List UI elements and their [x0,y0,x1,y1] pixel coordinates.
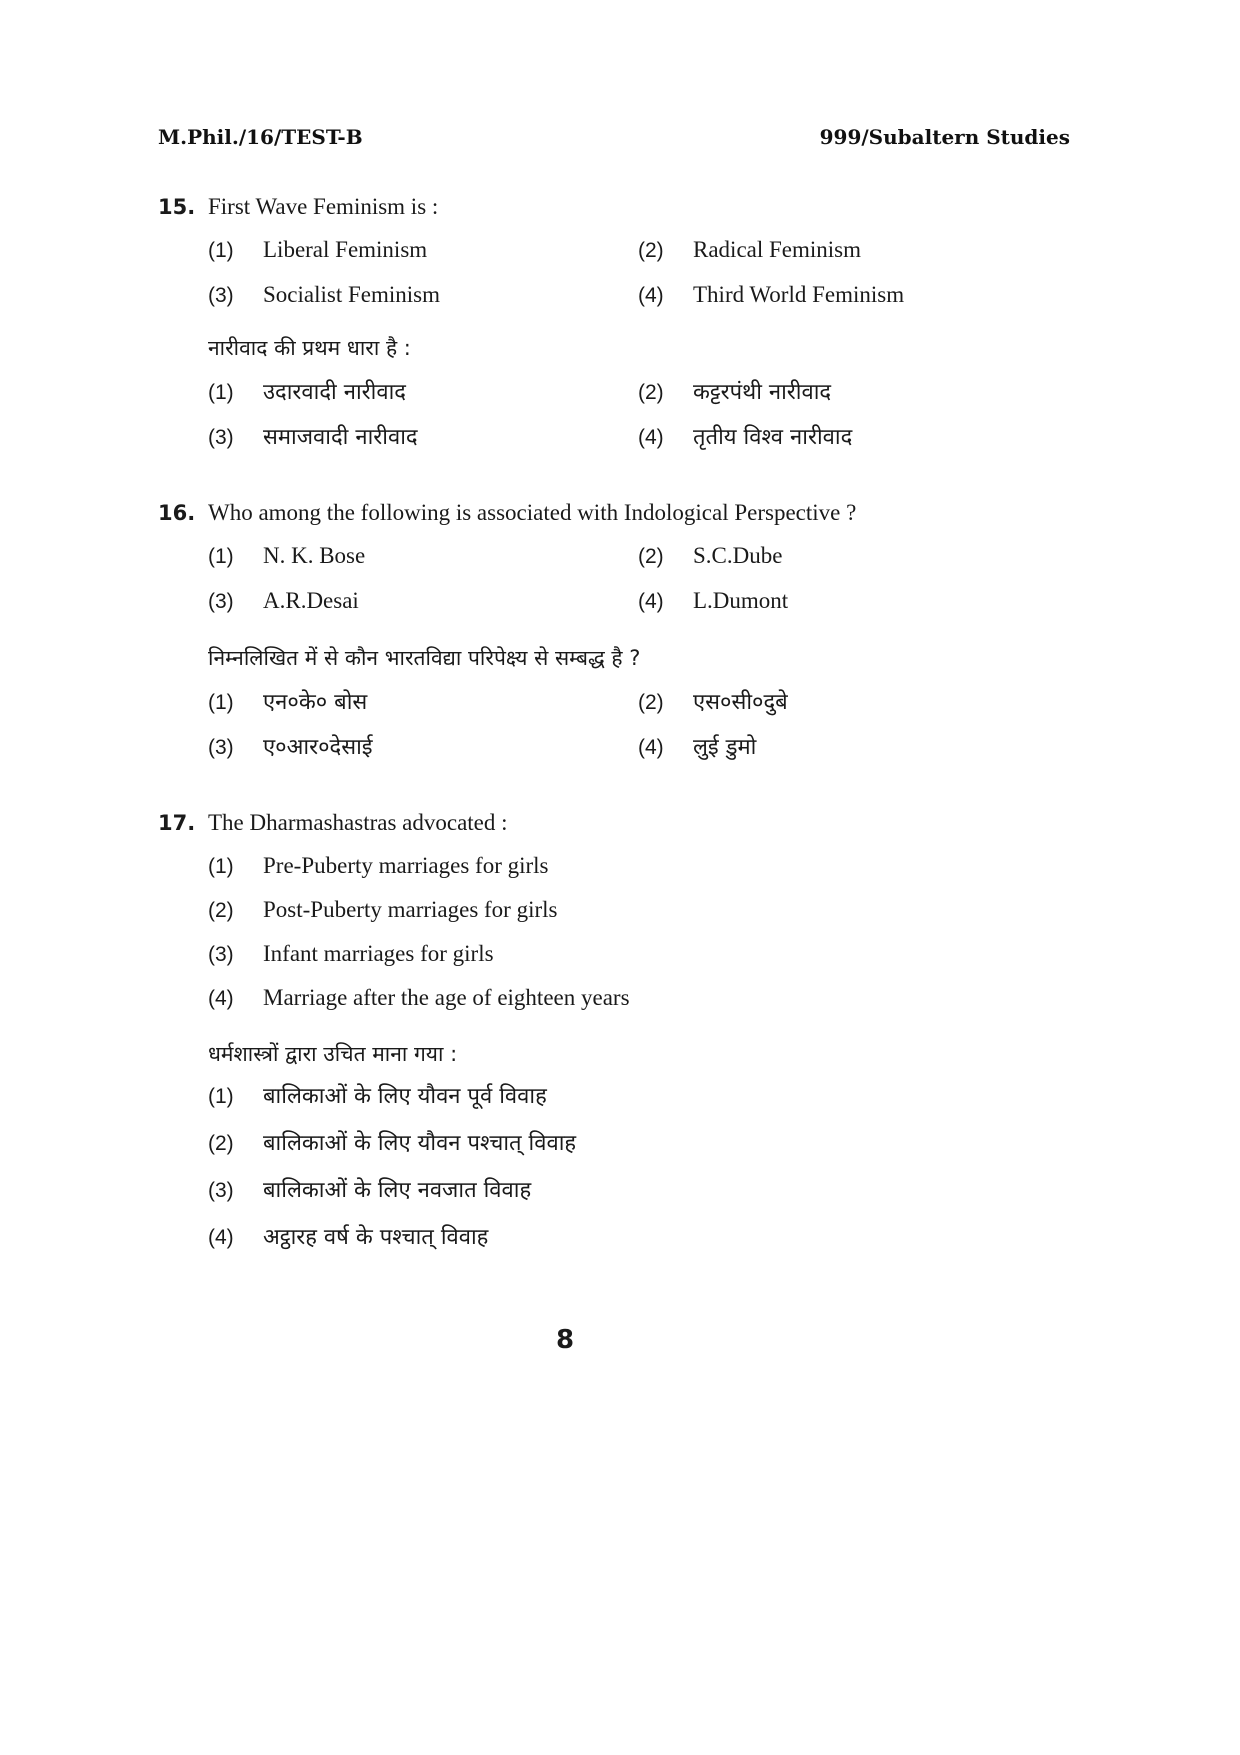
option-4 [638,420,852,455]
question-text-en: The Dharmashastras advocated : [208,810,508,835]
option-label: लुई डुमो [693,735,757,760]
question-stem-en [158,496,1108,530]
option-label: Infant marriages for girls [263,941,494,966]
option-4 [638,730,756,765]
option-number: (3) [208,1179,234,1202]
option-label: तृतीय विश्व नारीवाद [693,425,853,450]
question-stem-en [158,190,1108,224]
option-1 [208,375,406,410]
option-number: (3) [208,590,234,613]
question-number: 16. [158,501,196,525]
exam-code: M.Phil./16/TEST-B [158,125,363,149]
option-label: Marriage after the age of eighteen years [263,985,630,1010]
option-label: बालिकाओं के लिए यौवन पश्चात् विवाह [263,1131,577,1156]
paper-title: 999/Subaltern Studies [819,125,1070,149]
option-4 [638,584,788,619]
option-label: S.C.Dube [693,543,783,568]
option-label: Post-Puberty marriages for girls [263,897,558,922]
option-1 [208,1079,547,1114]
question-15 [158,190,1108,465]
option-number: (4) [208,987,234,1010]
option-number: (2) [638,381,664,404]
option-label: एन०के० बोस [263,690,368,715]
option-label: L.Dumont [693,588,789,613]
option-3 [208,1173,531,1208]
option-number: (2) [638,691,664,714]
question-number: 17. [158,811,196,835]
option-label: Radical Feminism [693,237,862,262]
options-hi [208,1079,1108,1267]
question-text-en: First Wave Feminism is : [208,194,439,219]
page-header [158,125,1070,155]
option-number: (4) [638,736,664,759]
option-3 [208,937,494,972]
question-text-en: Who among the following is associated with Indological Perspective ? [208,500,857,525]
option-label: उदारवादी नारीवाद [263,380,406,405]
question-stem-en [158,806,1108,840]
option-label: कट्टरपंथी नारीवाद [693,380,832,405]
option-4 [638,278,904,313]
page-number: 8 [555,1325,575,1355]
option-number: (3) [208,284,234,307]
option-label: एस०सी०दुबे [693,690,788,715]
question-16 [158,496,1108,775]
option-2 [208,893,557,928]
option-number: (4) [208,1226,234,1249]
option-number: (1) [208,545,234,568]
option-label: N. K. Bose [263,543,366,568]
option-3 [208,584,359,619]
option-label: अट्ठारह वर्ष के पश्चात् विवाह [263,1225,489,1250]
option-4 [208,981,630,1016]
option-number: (1) [208,855,234,878]
option-label: Socialist Feminism [263,282,440,307]
question-text-hi: नारीवाद की प्रथम धारा है : [208,336,411,360]
option-number: (2) [638,239,664,262]
option-3 [208,278,440,313]
option-label: बालिकाओं के लिए नवजात विवाह [263,1178,532,1203]
option-number: (1) [208,381,234,404]
option-label: Third World Feminism [693,282,905,307]
option-2 [638,233,861,268]
option-3 [208,730,373,765]
options-en [208,233,1108,323]
option-label: A.R.Desai [263,588,359,613]
option-2 [208,1126,576,1161]
option-1 [208,685,367,720]
option-number: (1) [208,239,234,262]
option-2 [638,539,782,574]
question-text-hi: धर्मशास्त्रों द्वारा उचित माना गया : [208,1042,458,1066]
option-3 [208,420,418,455]
option-number: (4) [638,284,664,307]
question-17 [158,806,1108,1267]
option-number: (1) [208,1085,234,1108]
option-1 [208,233,427,268]
option-number: (3) [208,426,234,449]
option-label: ए०आर०देसाई [263,735,373,760]
option-number: (2) [208,899,234,922]
option-2 [638,685,788,720]
option-number: (4) [638,590,664,613]
option-label: समाजवादी नारीवाद [263,425,418,450]
option-number: (2) [638,545,664,568]
option-label: बालिकाओं के लिए यौवन पूर्व विवाह [263,1084,547,1109]
options-hi [208,375,1108,465]
option-2 [638,375,831,410]
option-number: (1) [208,691,234,714]
options-en [208,539,1108,629]
option-1 [208,849,549,884]
option-label: Liberal Feminism [263,237,428,262]
options-en [208,849,1108,1025]
option-number: (3) [208,943,234,966]
option-4 [208,1220,488,1255]
option-number: (2) [208,1132,234,1155]
question-text-hi: निम्नलिखित में से कौन भारतविद्या परिपेक्ष्य से सम्बद्ध है ? [208,646,641,670]
options-hi [208,685,1108,775]
option-number: (4) [638,426,664,449]
option-number: (3) [208,736,234,759]
option-label: Pre-Puberty marriages for girls [263,853,549,878]
option-1 [208,539,365,574]
question-number: 15. [158,195,196,219]
